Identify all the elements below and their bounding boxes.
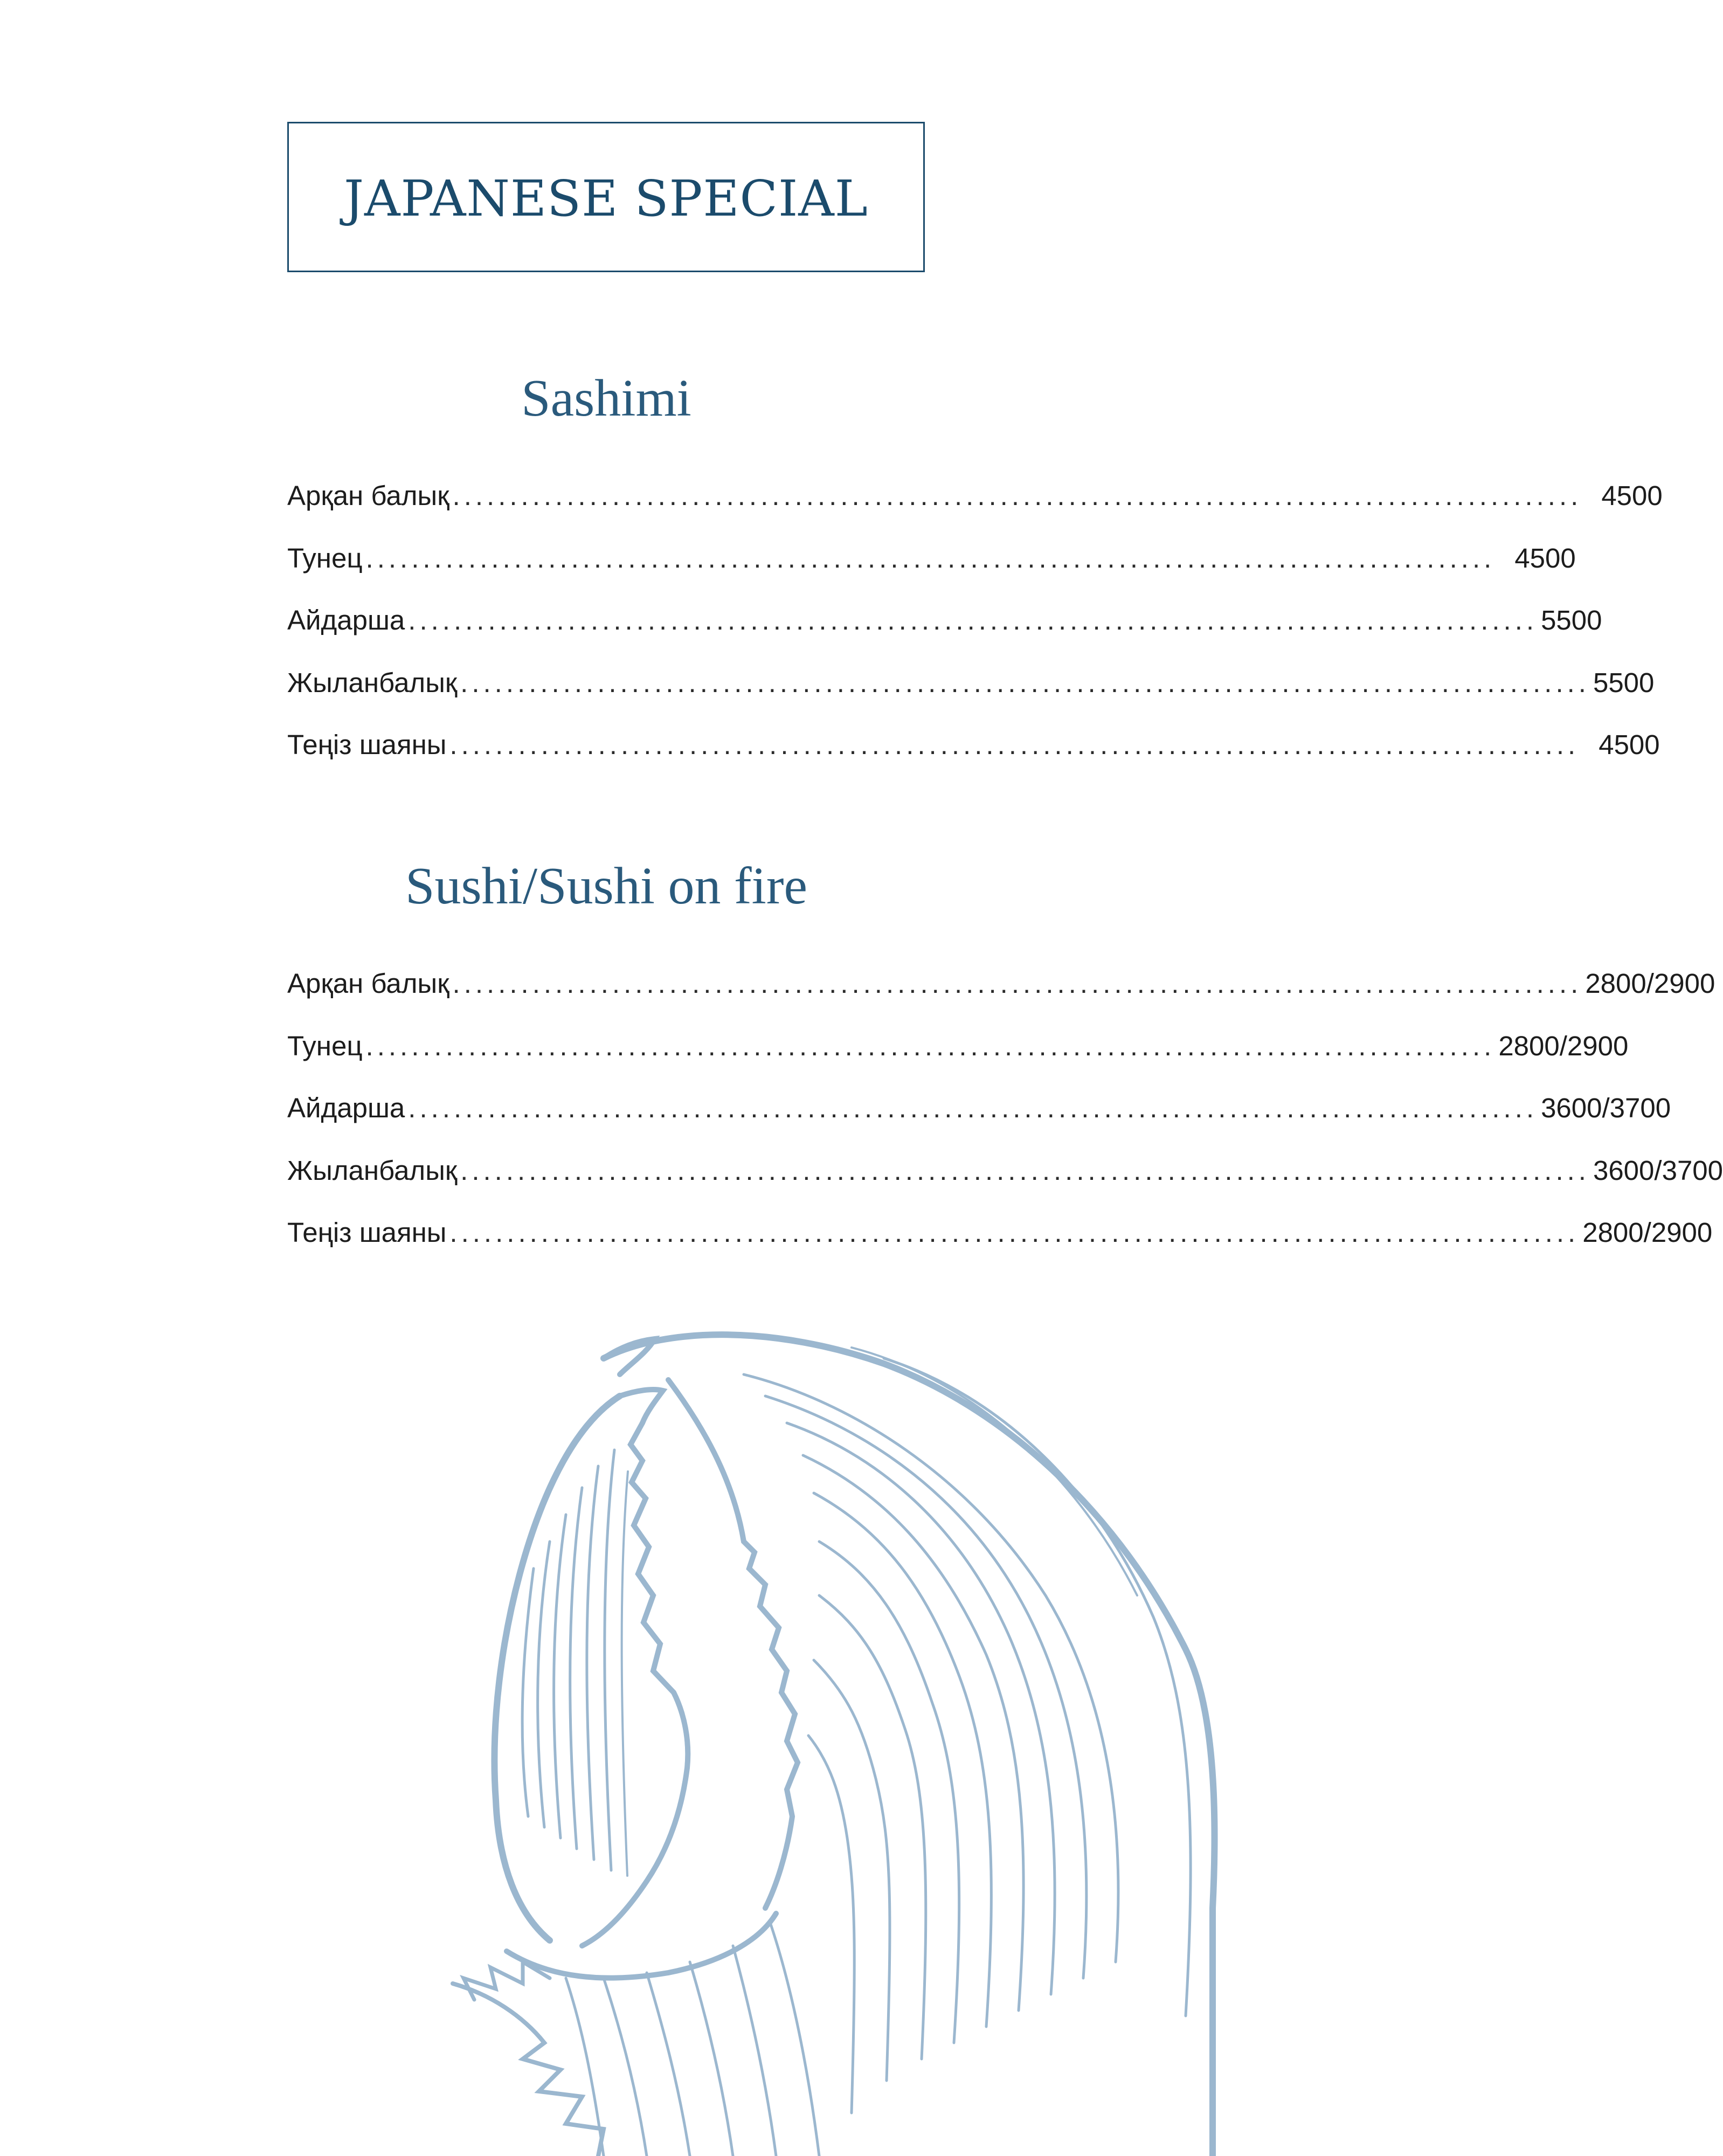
dot-leader: ...................................................................................................	[460, 667, 1590, 698]
dot-leader: ...................................................................................................	[452, 480, 1582, 512]
item-name: Айдарша	[287, 1093, 405, 1124]
list-item	[287, 652, 1655, 714]
list-item	[287, 952, 1715, 1015]
sushi-list	[287, 952, 1723, 1264]
list-item	[287, 465, 1663, 527]
item-name: Жыланбалық	[287, 1155, 458, 1186]
item-price: 2800/2900	[1498, 1030, 1629, 1061]
list-item	[287, 1139, 1723, 1202]
list-item	[287, 589, 1602, 652]
list-item	[287, 527, 1576, 590]
item-name: Теңіз шаяны	[287, 1217, 447, 1248]
list-item	[287, 714, 1660, 776]
item-name: Тунец	[287, 1030, 363, 1061]
dot-leader: ...................................................................................................	[449, 729, 1580, 761]
dot-leader: ...................................................................................................	[365, 1030, 1496, 1061]
sashimi-list	[287, 465, 1663, 776]
item-name: Жыланбалық	[287, 667, 458, 698]
item-name: Арқан балық	[287, 968, 449, 999]
item-price: 3600/3700	[1593, 1155, 1723, 1186]
list-item	[287, 1077, 1671, 1139]
list-item	[287, 1201, 1713, 1264]
item-price: 2800/2900	[1585, 968, 1715, 999]
dot-leader: ...................................................................................................	[365, 542, 1496, 573]
item-price: 5500	[1541, 605, 1602, 636]
item-price: 4500	[1599, 729, 1660, 761]
item-price: 5500	[1593, 667, 1655, 698]
item-name: Арқан балық	[287, 480, 449, 512]
dot-leader: ...................................................................................................	[408, 1093, 1538, 1124]
lobster-claw-icon	[442, 1315, 1213, 2156]
item-price: 4500	[1514, 542, 1576, 573]
section-title-sashimi: Sashimi	[521, 369, 691, 427]
dot-leader: ...................................................................................................	[408, 605, 1538, 636]
item-name: Айдарша	[287, 605, 405, 636]
dot-leader: ...................................................................................................	[449, 1217, 1580, 1248]
item-price: 2800/2900	[1582, 1217, 1713, 1248]
list-item	[287, 1015, 1629, 1077]
item-name: Тунец	[287, 542, 363, 573]
dot-leader: ...................................................................................................	[460, 1155, 1590, 1186]
section-title-sushi: Sushi/Sushi on fire	[405, 857, 807, 915]
title-frame	[287, 122, 925, 272]
item-price: 4500	[1601, 480, 1663, 512]
item-price: 3600/3700	[1541, 1093, 1671, 1124]
item-name: Теңіз шаяны	[287, 729, 447, 761]
dot-leader: ...................................................................................................	[452, 968, 1582, 999]
page-title: JAPANESE SPECIAL	[344, 170, 868, 227]
